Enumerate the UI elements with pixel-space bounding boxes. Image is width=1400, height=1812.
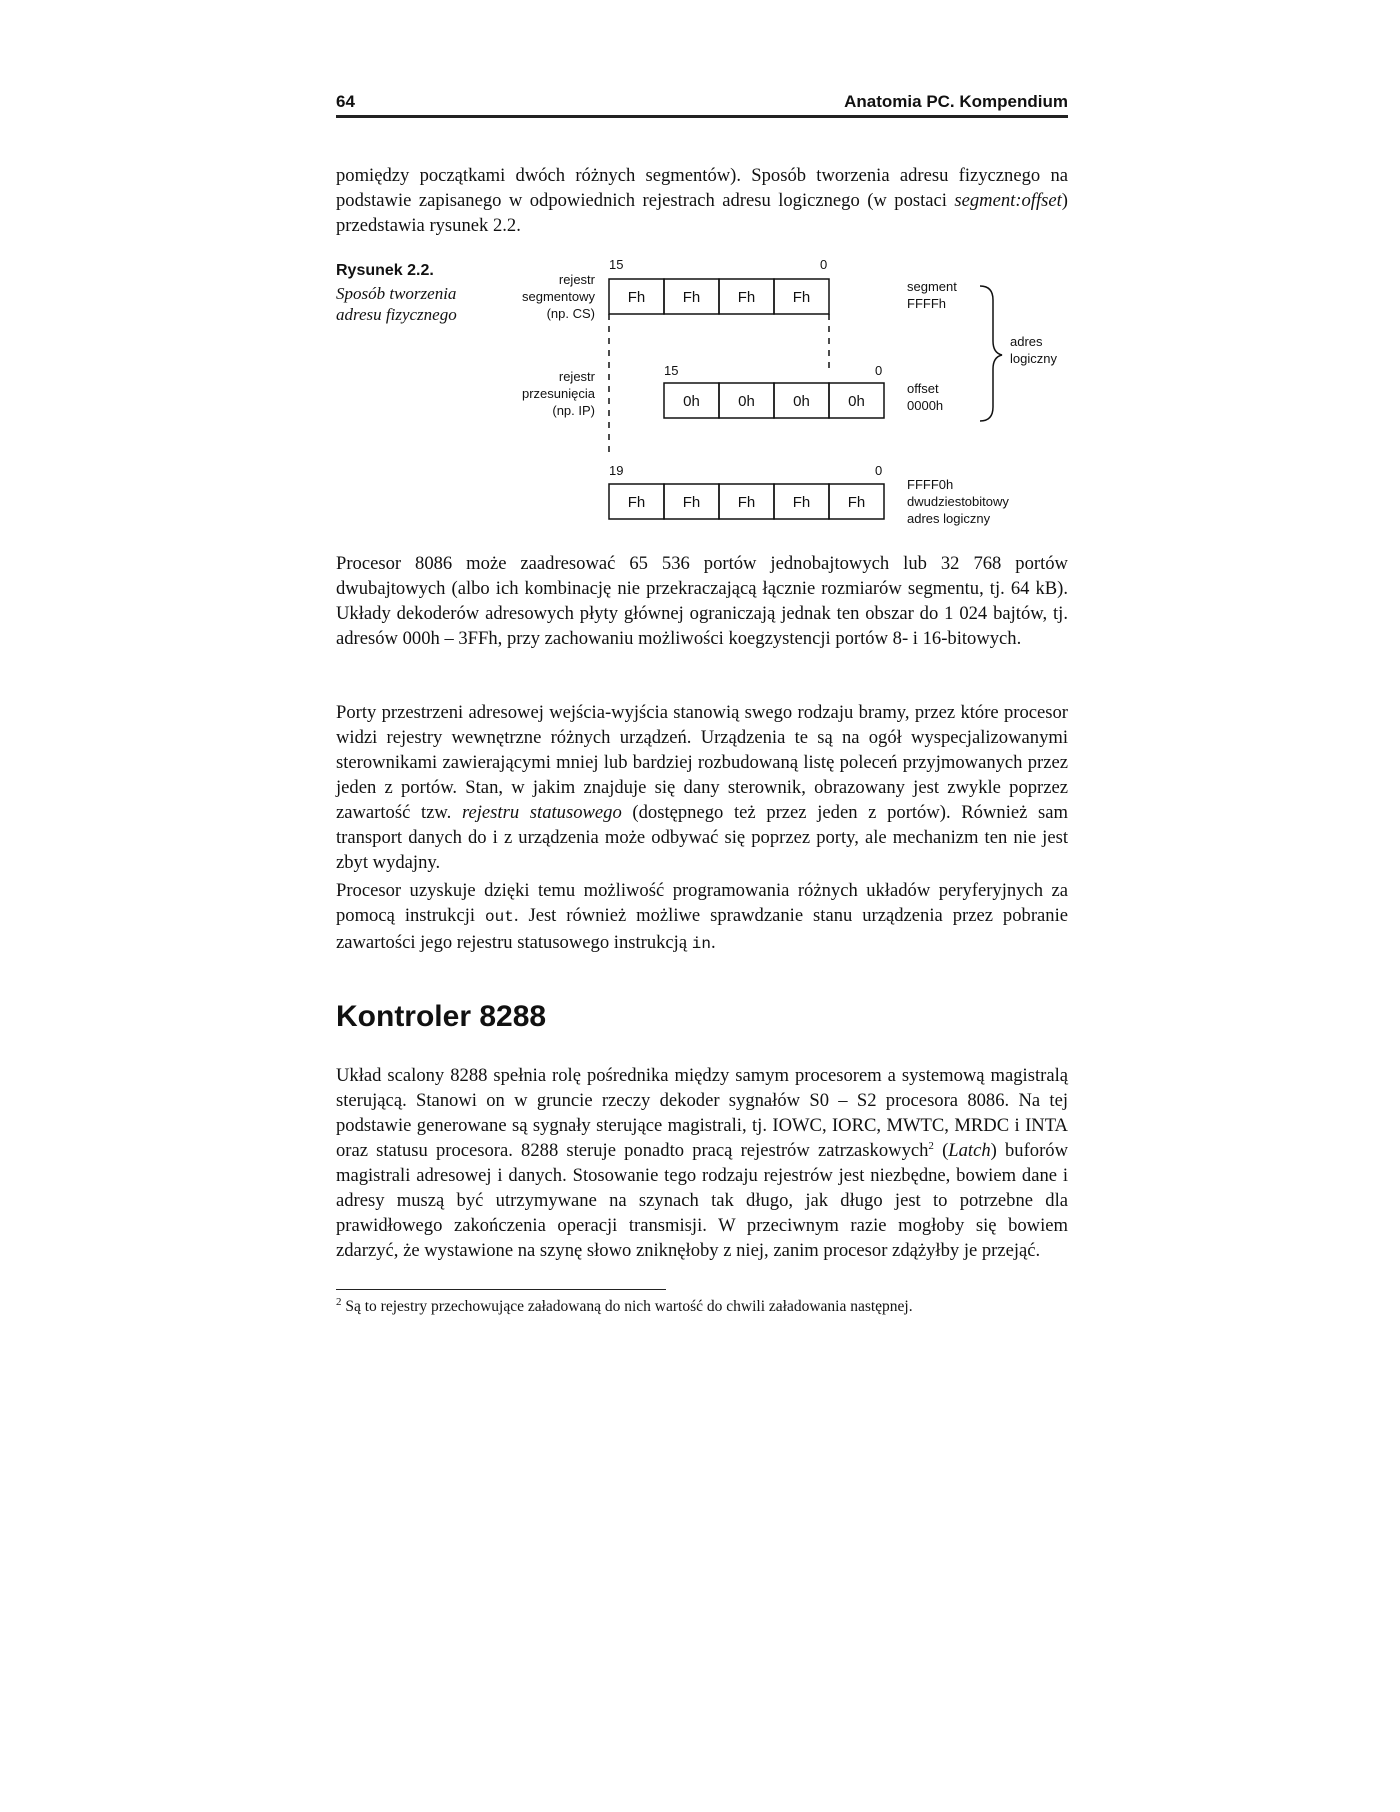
- physical-note-2: dwudziestobitowy: [907, 494, 1009, 509]
- running-title: Anatomia PC. Kompendium: [844, 92, 1068, 111]
- programming-text-1: Procesor uzyskuje dzięki temu możliwość programowania różnych układów peryferyjnych za pomocą instrukcji: [336, 880, 1068, 926]
- physical-cell: Fh: [627, 494, 646, 511]
- page-number: 64: [336, 92, 355, 111]
- io-italic: rejestru statusowego: [461, 802, 622, 823]
- offset-register-cells: [664, 383, 884, 418]
- code-out: out: [485, 908, 514, 926]
- segment-cell: Fh: [682, 289, 701, 306]
- segment-cell: Fh: [792, 289, 811, 306]
- code-in: in: [691, 935, 711, 953]
- offset-cell: 0h: [738, 393, 755, 410]
- intro-text-2: ) przedstawia rysunek 2.2.: [336, 190, 1068, 236]
- segment-register-cells: [609, 279, 829, 314]
- brace-icon: [980, 286, 1002, 421]
- controller-paragraph: [336, 1063, 1068, 1263]
- controller-text-2: (: [933, 1140, 949, 1161]
- segment-bit-low: 0: [820, 257, 828, 272]
- segment-note-1: segment: [907, 279, 957, 294]
- programming-text-2: . Jest również możliwe sprawdzanie stanu urządzenia przez pobranie zawartości jego rejestru statusowego instrukcją: [336, 905, 1068, 953]
- header-rule: [336, 115, 1068, 118]
- footnote-reference[interactable]: 2: [928, 1139, 934, 1152]
- physical-cell: Fh: [847, 494, 866, 511]
- offset-note-2: 0000h: [907, 398, 944, 413]
- segment-register-label-3: (np. CS): [546, 306, 595, 321]
- programming-paragraph: [336, 878, 1068, 957]
- offset-cell: 0h: [848, 393, 865, 410]
- offset-register-label-2: przesunięcia: [522, 386, 595, 401]
- logical-address-label-1: adres: [1010, 334, 1043, 349]
- intro-text-1: pomiędzy początkami dwóch różnych segmentów). Sposób tworzenia adresu fizycznego na podstawie zapisanego w odpowiednich rejestrach adresu logicznego (w postaci: [336, 165, 1068, 211]
- io-text-1: Porty przestrzeni adresowej wejścia-wyjścia stanowią swego rodzaju bramy, przez które procesor widzi rejestry wewnętrzne różnych urządzeń. Urządzenia te są na ogół wyspecjalizowanymi sterownikami zawierającymi mniej lub bardziej rozbudowaną listę poleceń przyjmowanych przez jeden z portów. Stan, w jakim znajduje się dany sterownik, obrazowany jest zwykle poprzez zawartość tzw.: [336, 702, 1068, 823]
- intro-paragraph: [336, 163, 1068, 238]
- controller-text-1: Układ scalony 8288 spełnia rolę pośrednika między samym procesorem a systemową magistralą sterującą. Stanowi on w gruncie rzeczy dekoder sygnałów S0 – S2 procesora 8086. Na tej podstawie generowane są sygnały sterujące magistrali, tj. IOWC, IORC, MWTC, MRDC i INTA oraz statusu procesora. 8288 steruje ponadto pracą rejestrów zatrzaskowych: [336, 1065, 1068, 1161]
- physical-address-cells: [609, 484, 884, 519]
- physical-note-3: adres logiczny: [907, 511, 991, 526]
- segment-note-2: FFFFh: [907, 296, 946, 311]
- footnote-rule: [336, 1289, 666, 1290]
- io-text-2: (dostępnego też przez jeden z portów). Również sam transport danych do i z urządzenia może odbywać się poprzez porty, ale mechanizm ten nie jest zbyt wydajny.: [336, 802, 1068, 873]
- segment-bit-high: 15: [609, 257, 624, 272]
- ports-paragraph: Procesor 8086 może zaadresować 65 536 portów jednobajtowych lub 32 768 portów dwubajtowych (albo ich kombinację nie przekraczającą łącznie rozmiarów segmentu, tj. 64 kB). Układy dekoderów adresowych płyty głównej ograniczają jednak ten obszar do 1 024 bajtów, tj. adresów 000h – 3FFh, przy zachowaniu możliwości koegzystencji portów 8- i 16-bitowych.: [336, 553, 1068, 649]
- offset-bit-low: 0: [875, 363, 883, 378]
- physical-cell: Fh: [737, 494, 756, 511]
- offset-register-label-3: (np. IP): [552, 403, 595, 418]
- io-paragraph: [336, 700, 1068, 875]
- offset-register-label-1: rejestr: [558, 369, 595, 384]
- footnote-text: Są to rejestry przechowujące załadowaną do nich wartość do chwili załadowania następnej.: [345, 1298, 913, 1315]
- segment-cell: Fh: [627, 289, 646, 306]
- footnote: [336, 1296, 1068, 1318]
- segment-cell: Fh: [737, 289, 756, 306]
- section-heading: Kontroler 8288: [336, 1000, 547, 1033]
- physical-cell: Fh: [682, 494, 701, 511]
- physical-bit-low: 0: [875, 463, 883, 478]
- physical-bit-high: 19: [609, 463, 624, 478]
- offset-cell: 0h: [793, 393, 810, 410]
- physical-note-1: FFFF0h: [907, 477, 954, 492]
- figure-number: Rysunek 2.2.: [336, 262, 434, 279]
- offset-cell: 0h: [683, 393, 700, 410]
- controller-text-3: ) buforów magistrali adresowej i danych. Stosowanie tego rodzaju rejestrów jest niezbędne, bowiem dane i adresy muszą być utrzymywane na szynach tak długo, jak długo jest to potrzebne dla prawidłowego zakończenia operacji transmisji. W przeciwnym razie mogłoby się bowiem zdarzyć, że wystawione na szynę słowo zniknęłoby z niej, zanim procesor zdążyłby je przejąć.: [336, 1140, 1068, 1261]
- segment-register-label-1: rejestr: [558, 272, 595, 287]
- footnote-mark: 2: [336, 1295, 342, 1308]
- logical-address-label-2: logiczny: [1010, 351, 1057, 366]
- controller-italic: Latch: [948, 1140, 991, 1161]
- offset-bit-high: 15: [664, 363, 679, 378]
- address-diagram: [510, 255, 1070, 545]
- figure-caption: Sposób tworzenia adresu fizycznego: [336, 284, 457, 324]
- segment-register-label-2: segmentowy: [522, 289, 595, 304]
- intro-italic: segment:offset: [954, 190, 1062, 211]
- offset-note-1: offset: [907, 381, 939, 396]
- physical-cell: Fh: [792, 494, 811, 511]
- programming-text-3: .: [710, 932, 716, 953]
